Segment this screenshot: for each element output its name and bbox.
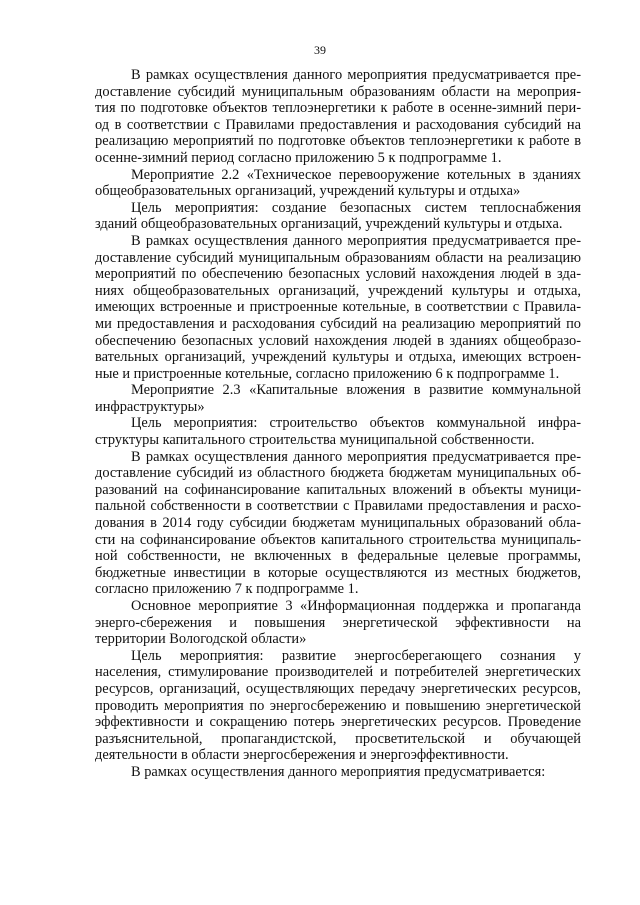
- text-line: ресурсов, организаций, осуществляющих передачу энергетических ресурсов,: [95, 680, 581, 697]
- text-line: бюджетные инвестиции в которые осуществляются из местных бюджетов,: [95, 564, 581, 581]
- text-line: ной собственности, не включенных в федеральные целевые программы,: [95, 548, 581, 565]
- text-line: разъяснительной, пропагандистской, просветительской и обучающей: [95, 730, 581, 747]
- text-line: согласно приложению 7 к подпрограмме 1.: [95, 581, 359, 598]
- text-line: проводить мероприятия по энергосбережению и повышению энергетической: [95, 697, 581, 714]
- paragraph-activity-2-3-goal: [95, 415, 581, 448]
- text-line: населения, стимулирование производителей и потребителей энергетических: [95, 664, 581, 681]
- text-line: Мероприятие 2.2 «Техническое перевооружение котельных в зданиях: [131, 166, 581, 183]
- text-line: эффективности и сокращению потерь энергетических ресурсов. Проведение: [95, 714, 581, 731]
- text-line: территории Вологодской области»: [95, 631, 307, 648]
- text-line: осенне-зимний период согласно приложению 5 к подпрограмме 1.: [95, 149, 502, 166]
- paragraph-activity-2-2-description: [95, 233, 581, 382]
- text-line: В рамках осуществления данного мероприятия предусматривается пре-: [131, 448, 581, 465]
- text-line: зданий общеобразовательных организаций, учреждений культуры и отдыха.: [95, 216, 563, 233]
- text-line: ные и пристроенные котельные, согласно приложению 6 к подпрограмме 1.: [95, 365, 560, 382]
- text-line: общеобразовательных организаций, учреждений культуры и отдыха»: [95, 183, 521, 200]
- text-line: Цель мероприятия: создание безопасных систем теплоснабжения: [131, 199, 581, 216]
- text-line: доставление субсидий муниципальным образованиям области на мероприя-: [95, 83, 581, 100]
- paragraph-activity-2-3-title: [95, 382, 581, 415]
- text-line: тия по подготовке объектов теплоэнергетики к работе в осенне-зимний пери-: [95, 100, 581, 117]
- paragraph-subsidies-heat-preparation: [95, 67, 581, 167]
- text-line: В рамках осуществления данного мероприятия предусматривается пре-: [131, 232, 581, 249]
- text-line: дования в 2014 году субсидии бюджетам муниципальных образований обла-: [95, 515, 581, 532]
- text-line: имеющих встроенные и пристроенные котельные, в соответствии с Правила-: [95, 299, 581, 316]
- text-line: деятельности в области энергосбережения и энергоэффективности.: [95, 747, 509, 764]
- paragraph-main-activity-3-intro: [95, 764, 581, 781]
- text-line: доставление субсидий из областного бюджета бюджетам муниципальных об-: [95, 465, 581, 482]
- text-line: пальной собственности в соответствии с Правилами предоставления и расхо-: [95, 498, 581, 515]
- text-line: Мероприятие 2.3 «Капитальные вложения в развитие коммунальной: [131, 382, 581, 399]
- text-line: Цель мероприятия: развитие энергосберегающего сознания у: [131, 647, 581, 664]
- text-line: вательных организаций, учреждений культуры и отдыха, имеющих встроен-: [95, 349, 581, 366]
- text-line: ниях общеобразовательных организаций, учреждений культуры и отдыха,: [95, 282, 581, 299]
- text-line: доставление субсидий муниципальным образованиям области на реализацию: [95, 249, 581, 266]
- page-number: 39: [314, 43, 326, 57]
- text-line: ми предоставления и расходования субсидий на реализацию мероприятий по: [95, 315, 581, 332]
- text-line: мероприятий по обеспечению безопасных условий нахождения людей в зда-: [95, 266, 581, 283]
- text-line: сти на софинансирование объектов капитального строительства муниципаль-: [95, 531, 581, 548]
- text-line: В рамках осуществления данного мероприятия предусматривается:: [131, 763, 546, 780]
- text-line: Цель мероприятия: строительство объектов коммунальной инфра-: [131, 415, 581, 432]
- text-line: инфраструктуры»: [95, 398, 205, 415]
- text-line: обеспечению безопасных условий нахождения людей в зданиях общеобразо-: [95, 332, 581, 349]
- text-line: В рамках осуществления данного мероприятия предусматривается пре-: [131, 67, 581, 83]
- body-text: [95, 67, 581, 781]
- paragraph-activity-2-3-description: [95, 449, 581, 598]
- text-line: структуры капитального строительства муниципальной собственности.: [95, 432, 535, 449]
- text-line: энерго-сбережения и повышения энергетической эффективности на: [95, 614, 581, 631]
- paragraph-main-activity-3-title: [95, 598, 581, 648]
- paragraph-main-activity-3-goal: [95, 648, 581, 764]
- paragraph-activity-2-2-goal: [95, 200, 581, 233]
- text-line: од в соответствии с Правилами предоставления и расходования субсидий на: [95, 116, 581, 133]
- text-line: реализацию мероприятий по подготовке объектов теплоэнергетики к работе в: [95, 133, 581, 150]
- text-line: Основное мероприятие 3 «Информационная поддержка и пропаганда: [131, 598, 581, 614]
- text-line: разований на софинансирование капитальных вложений в объекты муници-: [95, 481, 581, 498]
- paragraph-activity-2-2-title: [95, 167, 581, 200]
